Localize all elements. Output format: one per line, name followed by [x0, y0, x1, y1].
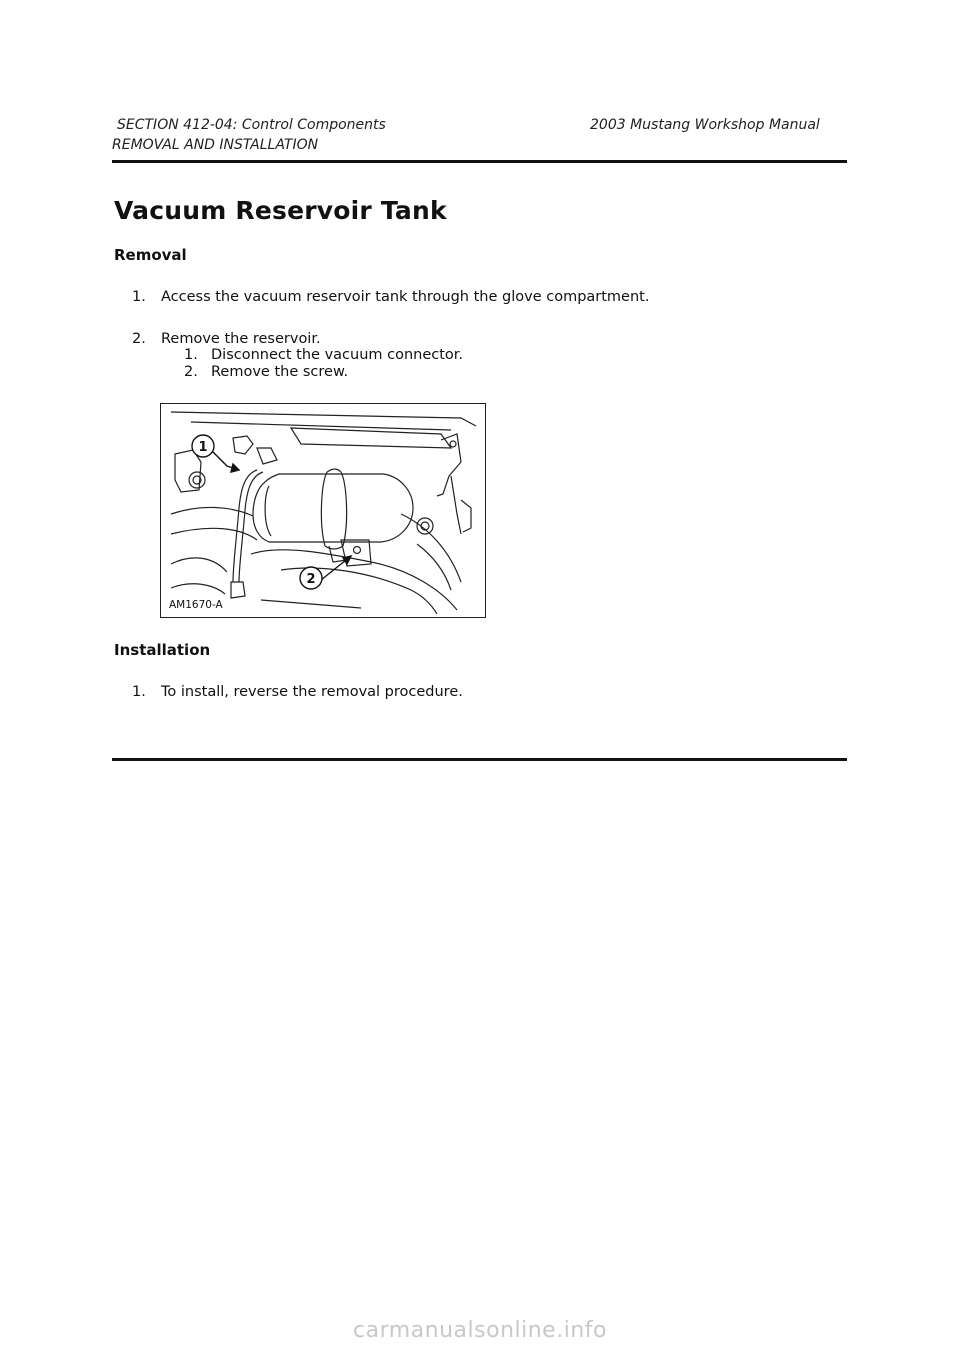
- step-number: 1.: [132, 684, 146, 700]
- header-rule: [112, 160, 847, 163]
- substep-number: 2.: [184, 364, 198, 380]
- step-text: Access the vacuum reservoir tank through the glove compartment.: [161, 289, 650, 305]
- step-text: Remove the reservoir.: [161, 331, 321, 347]
- figure-id: AM1670-A: [169, 599, 223, 611]
- step-number: 2.: [132, 331, 146, 347]
- footer-rule: [112, 758, 847, 761]
- installation-heading: Installation: [114, 641, 211, 659]
- page-title: Vacuum Reservoir Tank: [114, 196, 447, 225]
- callout-2-label: 2: [306, 572, 316, 587]
- header-subtitle: REMOVAL AND INSTALLATION: [112, 137, 319, 153]
- removal-heading: Removal: [114, 246, 187, 264]
- step-text: To install, reverse the removal procedure.: [161, 684, 463, 700]
- callout-1-label: 1: [198, 440, 208, 455]
- vacuum-reservoir-illustration: [160, 403, 486, 618]
- substep-number: 1.: [184, 347, 198, 363]
- watermark-text: carmanualsonline.info: [353, 1318, 607, 1343]
- step-number: 1.: [132, 289, 146, 305]
- substep-text: Remove the screw.: [211, 364, 349, 380]
- header-manual: 2003 Mustang Workshop Manual: [590, 117, 820, 133]
- header-section: SECTION 412-04: Control Components: [117, 117, 386, 133]
- substep-text: Disconnect the vacuum connector.: [211, 347, 464, 363]
